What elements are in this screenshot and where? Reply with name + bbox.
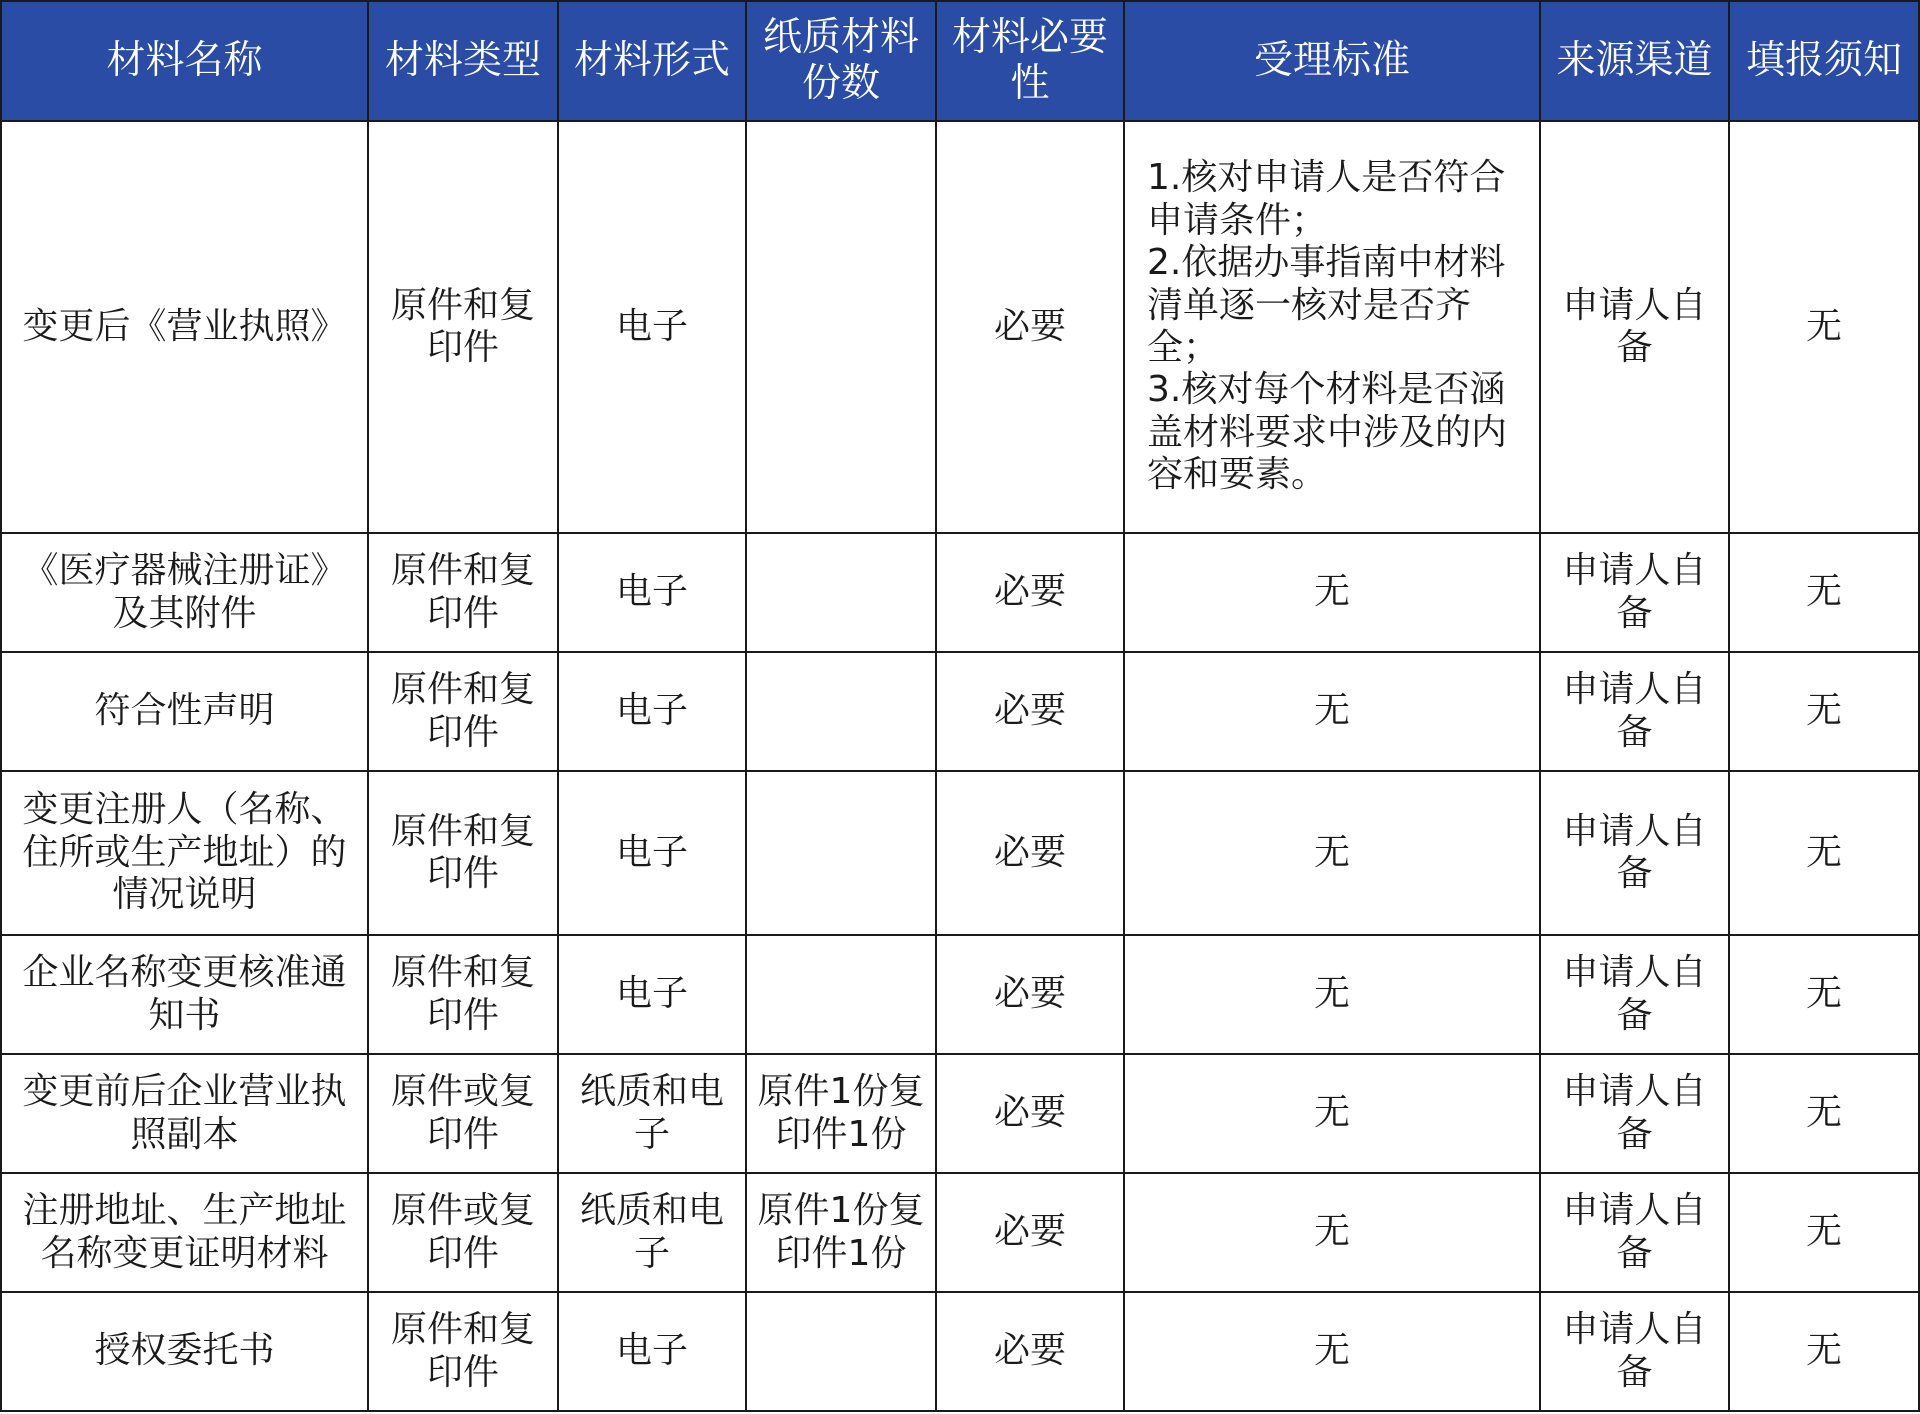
cell-necessity: 必要 <box>936 533 1124 652</box>
table-row <box>1 652 1919 771</box>
cell-material-name: 企业名称变更核准通知书 <box>1 935 368 1054</box>
cell-material-name: 注册地址、生产地址名称变更证明材料 <box>1 1173 368 1292</box>
cell-material-type: 原件和复印件 <box>368 652 558 771</box>
cell-material-form: 电子 <box>558 533 746 652</box>
cell-paper-copies <box>746 1292 936 1411</box>
cell-source-channel: 申请人自备 <box>1540 1054 1729 1173</box>
table-row <box>1 1292 1919 1411</box>
table-row <box>1 935 1919 1054</box>
cell-material-name: 变更前后企业营业执照副本 <box>1 1054 368 1173</box>
standard-item: 1.核对申请人是否符合申请条件； <box>1147 157 1506 241</box>
cell-paper-copies <box>746 652 936 771</box>
cell-necessity: 必要 <box>936 1054 1124 1173</box>
cell-necessity: 必要 <box>936 771 1124 935</box>
cell-paper-copies: 原件1份复印件1份 <box>746 1054 936 1173</box>
cell-necessity: 必要 <box>936 121 1124 533</box>
cell-source-channel: 申请人自备 <box>1540 1292 1729 1411</box>
column-header-material-type: 材料类型 <box>368 1 558 121</box>
cell-material-name: 符合性声明 <box>1 652 368 771</box>
cell-filling-notes: 无 <box>1729 1173 1919 1292</box>
cell-material-name: 《医疗器械注册证》及其附件 <box>1 533 368 652</box>
cell-filling-notes: 无 <box>1729 771 1919 935</box>
standard-item: 2.依据办事指南中材料清单逐一核对是否齐全； <box>1147 242 1506 368</box>
cell-material-name: 变更注册人（名称、住所或生产地址）的情况说明 <box>1 771 368 935</box>
cell-acceptance-standard: 无 <box>1124 652 1540 771</box>
cell-material-form: 纸质和电子 <box>558 1173 746 1292</box>
cell-material-type: 原件和复印件 <box>368 1292 558 1411</box>
cell-material-form: 电子 <box>558 1292 746 1411</box>
cell-acceptance-standard: 无 <box>1124 1173 1540 1292</box>
cell-material-type: 原件或复印件 <box>368 1173 558 1292</box>
cell-paper-copies: 原件1份复印件1份 <box>746 1173 936 1292</box>
cell-filling-notes: 无 <box>1729 1054 1919 1173</box>
column-header-acceptance-standard: 受理标准 <box>1124 1 1540 121</box>
cell-filling-notes: 无 <box>1729 652 1919 771</box>
cell-acceptance-standard: 无 <box>1124 1054 1540 1173</box>
cell-source-channel: 申请人自备 <box>1540 771 1729 935</box>
cell-paper-copies <box>746 533 936 652</box>
cell-material-type: 原件和复印件 <box>368 935 558 1054</box>
cell-acceptance-standard: 无 <box>1124 935 1540 1054</box>
cell-necessity: 必要 <box>936 1292 1124 1411</box>
cell-paper-copies <box>746 121 936 533</box>
cell-material-name: 变更后《营业执照》 <box>1 121 368 533</box>
cell-necessity: 必要 <box>936 1173 1124 1292</box>
cell-filling-notes: 无 <box>1729 533 1919 652</box>
table-row <box>1 1054 1919 1173</box>
cell-material-type: 原件和复印件 <box>368 533 558 652</box>
table-header-row <box>1 1 1919 121</box>
cell-material-form: 电子 <box>558 121 746 533</box>
cell-acceptance-standard: 无 <box>1124 771 1540 935</box>
table-row <box>1 533 1919 652</box>
cell-material-form: 电子 <box>558 771 746 935</box>
cell-acceptance-standard: 无 <box>1124 533 1540 652</box>
table-row <box>1 121 1919 533</box>
cell-paper-copies <box>746 771 936 935</box>
cell-source-channel: 申请人自备 <box>1540 121 1729 533</box>
cell-filling-notes: 无 <box>1729 121 1919 533</box>
column-header-paper-copies: 纸质材料份数 <box>746 1 936 121</box>
cell-material-type: 原件和复印件 <box>368 121 558 533</box>
cell-source-channel: 申请人自备 <box>1540 1173 1729 1292</box>
standard-item: 3.核对每个材料是否涵盖材料要求中涉及的内容和要素。 <box>1147 369 1508 496</box>
column-header-filling-notes: 填报须知 <box>1729 1 1919 121</box>
cell-paper-copies <box>746 935 936 1054</box>
cell-acceptance-standard: 无 <box>1124 1292 1540 1411</box>
cell-material-type: 原件和复印件 <box>368 771 558 935</box>
cell-acceptance-standard <box>1124 121 1540 533</box>
cell-necessity: 必要 <box>936 652 1124 771</box>
table-row <box>1 1173 1919 1292</box>
cell-material-name: 授权委托书 <box>1 1292 368 1411</box>
table-row <box>1 771 1919 935</box>
cell-material-form: 电子 <box>558 935 746 1054</box>
column-header-material-name: 材料名称 <box>1 1 368 121</box>
column-header-source-channel: 来源渠道 <box>1540 1 1729 121</box>
cell-source-channel: 申请人自备 <box>1540 935 1729 1054</box>
cell-material-form: 电子 <box>558 652 746 771</box>
column-header-necessity: 材料必要性 <box>936 1 1124 121</box>
cell-material-form: 纸质和电子 <box>558 1054 746 1173</box>
cell-source-channel: 申请人自备 <box>1540 533 1729 652</box>
cell-source-channel: 申请人自备 <box>1540 652 1729 771</box>
cell-filling-notes: 无 <box>1729 1292 1919 1411</box>
cell-material-type: 原件或复印件 <box>368 1054 558 1173</box>
column-header-material-form: 材料形式 <box>558 1 746 121</box>
cell-filling-notes: 无 <box>1729 935 1919 1054</box>
cell-necessity: 必要 <box>936 935 1124 1054</box>
